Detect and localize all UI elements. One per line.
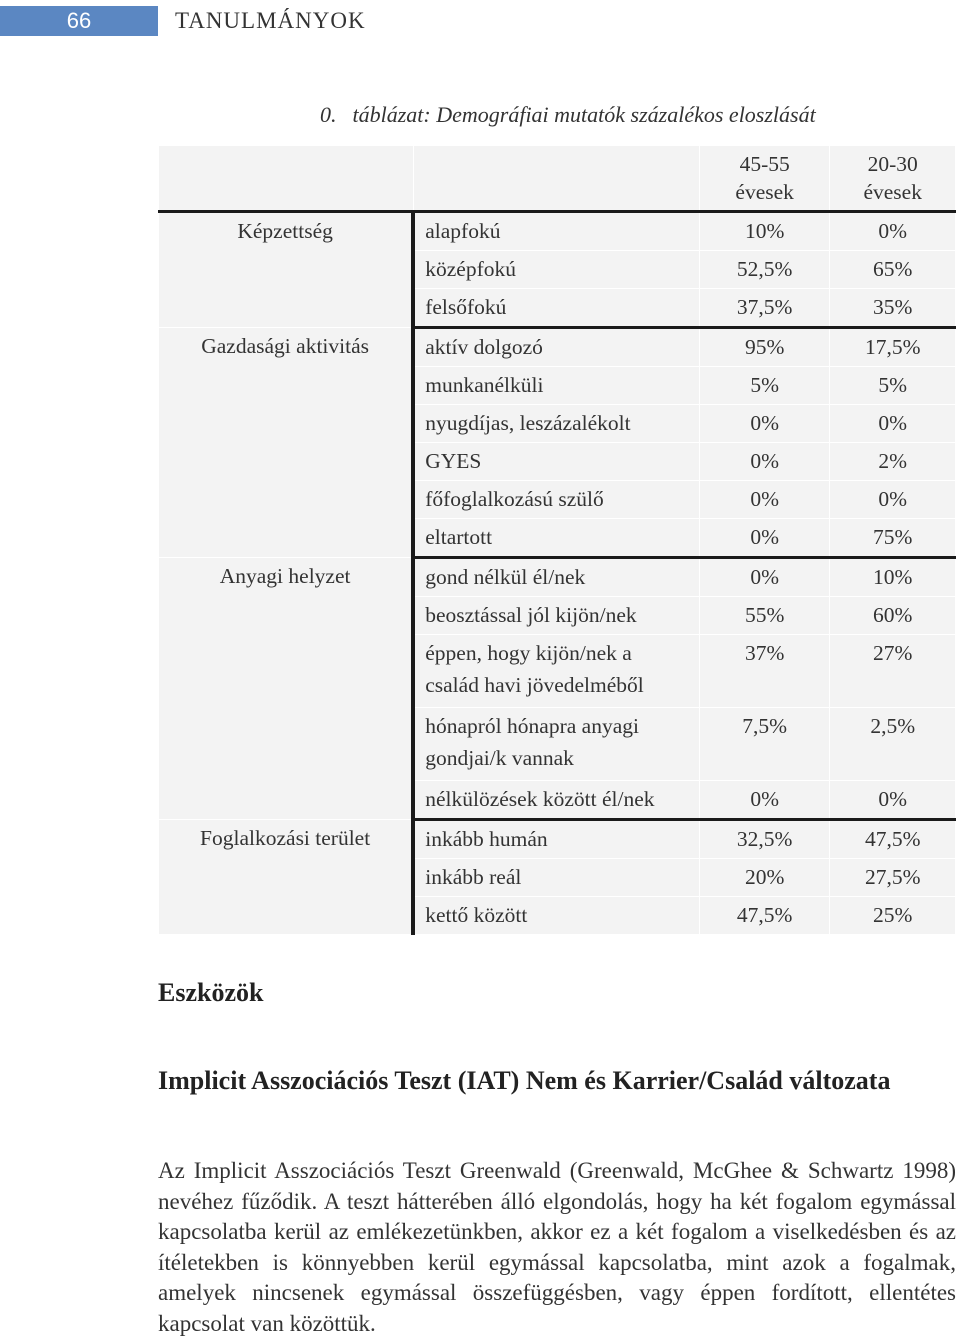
value-45-55-cell: 20%	[699, 859, 830, 897]
value-45-55-cell: 95%	[699, 328, 830, 367]
value-20-30-cell: 35%	[830, 289, 956, 328]
value-45-55-cell: 47,5%	[699, 897, 830, 935]
value-20-30-cell: 75%	[830, 519, 956, 558]
body-paragraph: Az Implicit Asszociációs Teszt Greenwald (Greenwald, McGhee & Schwartz 1998) nevéhez fűződik. A teszt hátterében álló elgondolás, hogy ha két fogalom egymással kapcsolatba kerül az emlékezetünkben, akkor ez a két fogalom a viselkedésben és az ítéletekben is könnyebben kerül egymással kapcsolatba, mint azok a fogalmak, amelyek nincsenek egymással összefüggésben, vagy éppen fordított, ellentétes kapcsolat van közöttük.	[158, 1158, 956, 1336]
running-head: TANULMÁNYOK	[175, 8, 366, 33]
value-20-30-cell: 27%	[830, 635, 956, 708]
row-label-cell: nélkülözések között él/nek	[413, 781, 699, 820]
table-row	[159, 328, 956, 367]
value-20-30-cell: 60%	[830, 597, 956, 635]
row-label-cell: kettő között	[413, 897, 699, 935]
category-cell: Anyagi helyzet	[159, 558, 414, 820]
row-label-cell: hónapról hónapra anyagi gondjai/k vannak	[413, 708, 699, 781]
table-caption	[320, 102, 816, 128]
row-label-cell: beosztással jól kijön/nek	[413, 597, 699, 635]
value-45-55-cell: 52,5%	[699, 251, 830, 289]
value-45-55-cell: 0%	[699, 481, 830, 519]
row-label-cell: nyugdíjas, leszázalékolt	[413, 405, 699, 443]
col-header-20-30: 20-30 évesek	[830, 146, 956, 212]
value-20-30-cell: 0%	[830, 212, 956, 251]
value-20-30-cell: 5%	[830, 367, 956, 405]
col-header-45-55: 45-55 évesek	[699, 146, 830, 212]
page-number: 66	[0, 6, 158, 36]
row-label-cell: éppen, hogy kijön/nek a család havi jövedelméből	[413, 635, 699, 708]
category-cell: Gazdasági aktivitás	[159, 328, 414, 558]
header-empty-cell	[413, 146, 699, 212]
value-45-55-cell: 37%	[699, 635, 830, 708]
value-20-30-cell: 27,5%	[830, 859, 956, 897]
table-row	[159, 212, 956, 251]
category-cell: Foglalkozási terület	[159, 820, 414, 935]
value-20-30-cell: 17,5%	[830, 328, 956, 367]
value-45-55-cell: 0%	[699, 558, 830, 597]
value-45-55-cell: 37,5%	[699, 289, 830, 328]
subsection-title: Implicit Asszociációs Teszt (IAT) Nem és Karrier/Család változata	[158, 1066, 891, 1095]
value-20-30-cell: 10%	[830, 558, 956, 597]
row-label-cell: inkább reál	[413, 859, 699, 897]
header-empty-cell	[159, 146, 414, 212]
value-45-55-cell: 5%	[699, 367, 830, 405]
value-20-30-cell: 25%	[830, 897, 956, 935]
row-label-cell: felsőfokú	[413, 289, 699, 328]
table-caption-text: táblázat: Demográfiai mutatók százalékos eloszlását	[352, 102, 816, 127]
value-20-30-cell: 2,5%	[830, 708, 956, 781]
row-label-cell: inkább humán	[413, 820, 699, 859]
value-20-30-cell: 2%	[830, 443, 956, 481]
value-45-55-cell: 7,5%	[699, 708, 830, 781]
value-20-30-cell: 0%	[830, 405, 956, 443]
table-row	[159, 558, 956, 597]
row-label-cell: munkanélküli	[413, 367, 699, 405]
table-caption-number: 0.	[320, 102, 337, 127]
table-row	[159, 820, 956, 859]
row-label-cell: GYES	[413, 443, 699, 481]
value-45-55-cell: 0%	[699, 519, 830, 558]
row-label-cell: főfoglalkozású szülő	[413, 481, 699, 519]
value-45-55-cell: 10%	[699, 212, 830, 251]
value-45-55-cell: 0%	[699, 781, 830, 820]
value-45-55-cell: 32,5%	[699, 820, 830, 859]
row-label-cell: eltartott	[413, 519, 699, 558]
value-20-30-cell: 0%	[830, 781, 956, 820]
value-20-30-cell: 65%	[830, 251, 956, 289]
value-45-55-cell: 0%	[699, 443, 830, 481]
row-label-cell: középfokú	[413, 251, 699, 289]
value-20-30-cell: 0%	[830, 481, 956, 519]
section-title: Eszközök	[158, 978, 264, 1007]
value-45-55-cell: 55%	[699, 597, 830, 635]
value-20-30-cell: 47,5%	[830, 820, 956, 859]
category-cell: Képzettség	[159, 212, 414, 328]
row-label-cell: alapfokú	[413, 212, 699, 251]
value-45-55-cell: 0%	[699, 405, 830, 443]
demographics-table	[158, 145, 956, 935]
row-label-cell: gond nélkül él/nek	[413, 558, 699, 597]
table-header-row	[159, 146, 956, 212]
row-label-cell: aktív dolgozó	[413, 328, 699, 367]
